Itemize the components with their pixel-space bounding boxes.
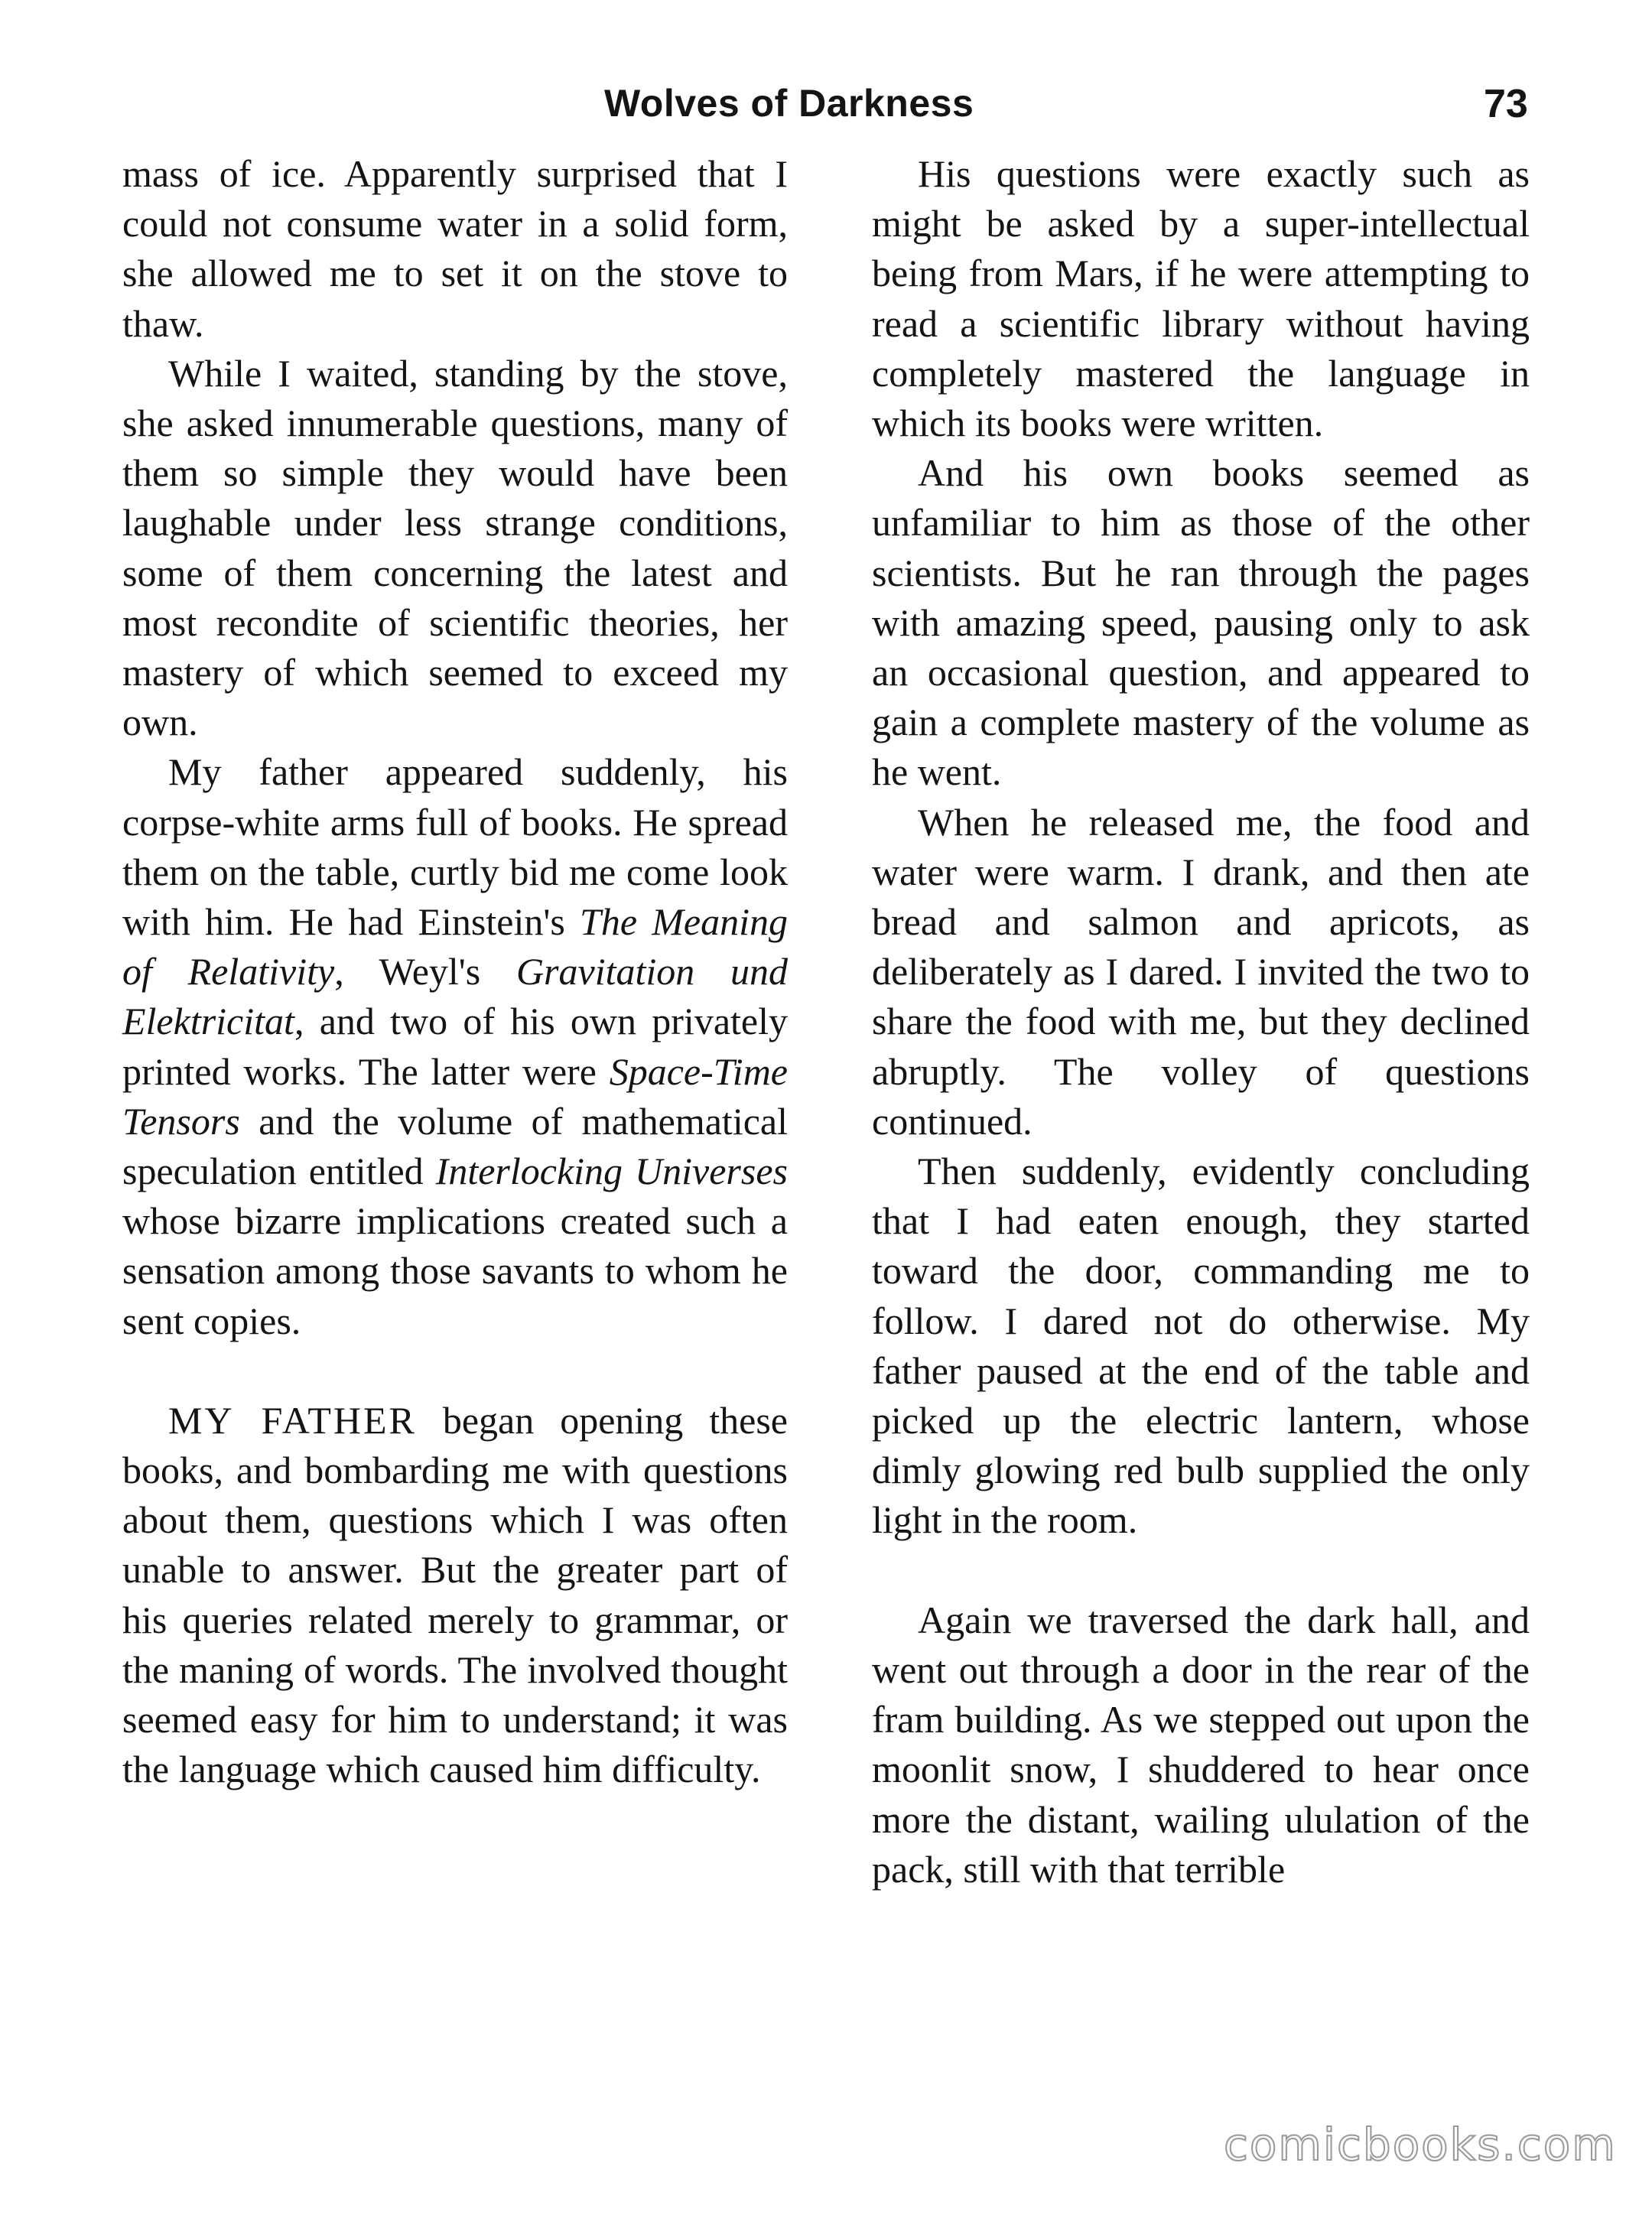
- paragraph-text: My father appeared suddenly, his corpse-white arms full of books. He spread them on the table, curtly bid me come look with him. He had Einstein's: [122, 750, 788, 944]
- paragraph: Then suddenly, evidently concluding that I had eaten enough, they started toward the door, commanding me to follow. I dared not do otherwise. My father paused at the end of the table and picked up the electric lantern, whose dimly glowing red bulb supplied the only light in the room.: [872, 1150, 1530, 1542]
- paragraph: When he released me, the food and water were warm. I drank, and then ate bread and salmon and apricots, as deliberately as I dared. I invited the two to share the food with me, but they declined abruptly. The volley of questions continued.: [872, 800, 1530, 1143]
- paragraph: And his own books seemed as unfamiliar to him as those of the other scientists. But he ran through the pages with amazing speed, pausing only to ask an occasional question, and appeared to gain a complete mastery of the volume as he went.: [872, 451, 1530, 794]
- paragraph: While I waited, standing by the stove, she asked innumerable questions, many of them so simple they would have been laughable under less strange conditions, some of them concerning the latest and most recondite of scientific theories, her mastery of which seemed to exceed my own.: [122, 351, 788, 744]
- right-column: [872, 149, 1530, 1894]
- paragraph-text: whose bizarre implications created such a sensation among those savants to whom he sent copies.: [122, 1199, 788, 1342]
- book-title: Interlocking Universes: [435, 1150, 788, 1193]
- paragraph: Again we traversed the dark hall, and went out through a door in the rear of the fram building. As we stepped out upon the moonlit snow, I shuddered to hear once more the distant, wailing ululation of the pack, still with that terrible: [872, 1598, 1530, 1891]
- paragraph-text: and the volume of mathematical speculation entitled: [122, 1099, 788, 1193]
- left-column: [122, 149, 788, 1795]
- site-watermark: comicbooks.com: [1224, 2119, 1617, 2171]
- page-number: 73: [1484, 82, 1528, 126]
- section-break: [122, 1346, 788, 1396]
- section-opening-paragraph: [122, 1396, 788, 1795]
- paragraph: His questions were exactly such as might be asked by a super-intellectual being from Mars, if he were attempting to read a scientific library without having completely mastered the language in which its books were written.: [872, 152, 1530, 445]
- paragraph-text: , and two of his own privately printed works. The latter were: [122, 1000, 788, 1093]
- paragraph-book-list: [122, 747, 788, 1345]
- section-break: [872, 1546, 1530, 1595]
- book-title: Gravitation und Elektricitat: [122, 950, 788, 1043]
- page-header: [0, 81, 1652, 142]
- book-title: The Meaning of Relativity: [122, 900, 788, 994]
- paragraph-text: , Weyl's: [334, 950, 516, 994]
- paragraph-text: began opening these books, and bombarding me with questions about them, questions which I was often unable to answer. But the greater part of his queries related merely to grammar, or the maning of words. The involved thought seemed easy for him to understand; it was the language which caused him difficulty.: [122, 1398, 788, 1791]
- running-title: Wolves of Darkness: [604, 82, 974, 125]
- paragraph: mass of ice. Apparently surprised that I could not consume water in a solid form, she allowed me to set it on the stove to thaw.: [122, 152, 788, 345]
- book-title: Space-Time Tensors: [122, 1049, 788, 1143]
- section-lead-in: MY FATHER: [168, 1398, 417, 1442]
